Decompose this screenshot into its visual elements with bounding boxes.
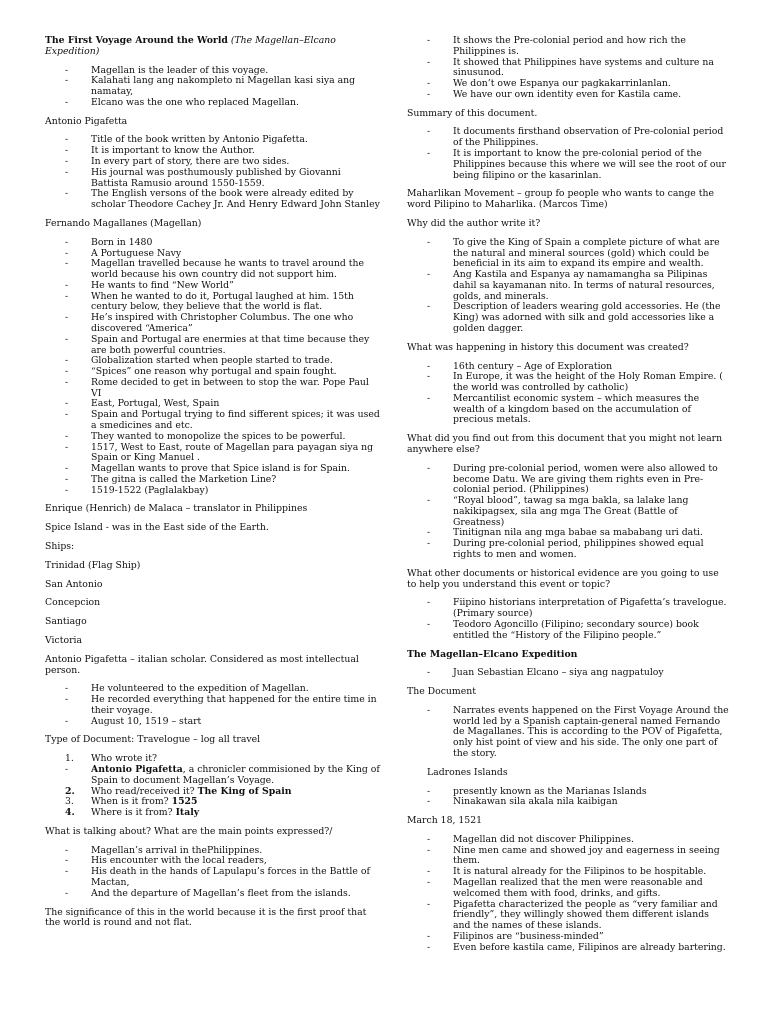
why-heading: Why did the author write it? — [407, 217, 541, 229]
list-item: - Ang Kastila and Espanya ay namamangha sa Pilipinas dahil sa kayamanan nito. In terms of natural resources, golds, and minerals. — [427, 269, 715, 302]
find-list — [407, 464, 729, 561]
left-column — [45, 36, 380, 937]
list-item: - Spain and Portugal trying to find sifferent spices; it was used a smedicines and etc. — [65, 409, 380, 431]
document-list — [407, 706, 729, 760]
volunteer-list — [45, 684, 380, 727]
list-item: - It is important to know the pre-colonial period of the Philippines because this where we will see the root of our being filipino or the kasarinlan. — [427, 148, 726, 181]
document-title: The First Voyage Around the World (The Magellan–Elcano Expedition) — [45, 35, 336, 57]
list-item: - The gitna is called the Marketion Line? — [65, 473, 277, 485]
list-item: - It shows the Pre-colonial period and how rich the Philippines is. — [427, 35, 686, 57]
list-item: - In every part of story, there are two sides. — [65, 156, 290, 168]
other-heading: What other documents or historical evidence are you going to use to help you understand this event or topic? — [407, 567, 719, 590]
list-item: - Nine men came and showed joy and eagerness in seeing them. — [427, 844, 720, 867]
list-item: - “Spices” one reason why portugal and spain fought. — [65, 366, 337, 378]
list-item: - Narrates events happened on the First Voyage Around the world led by a Spanish captain-general named Fernando de Magallanes. This is according to the POV of Pigafetta, only hist point of view and his side. The only one part of the story. — [427, 704, 729, 759]
main-points-question: What is talking about? What are the main points expressed?/ — [45, 825, 333, 837]
summary-heading: Summary of this document. — [407, 107, 538, 119]
march-list — [407, 835, 729, 954]
ship-name: Victoria — [45, 634, 83, 646]
list-item: - Magellan travelled because he wants to travel around the world because his own country did not support him. — [65, 258, 364, 281]
list-item: - 1519-1522 (Paglalakbay) — [65, 484, 209, 496]
list-item: - During pre-colonial period, philippines showed equal rights to men and women. — [427, 538, 704, 561]
questions-list — [45, 754, 380, 819]
question-item: 2. Who read/received it? The King of Spain — [65, 785, 292, 797]
list-item: - Fiipino historians interpretation of Pigafetta’s travelogue. (Primary source) — [427, 597, 727, 620]
history-list — [407, 362, 729, 427]
list-item: - East, Portugal, West, Spain — [65, 398, 220, 410]
list-item: - Magellan wants to prove that Spice island is for Spain. — [65, 463, 350, 475]
list-item: - Magellan did not discover Philippines. — [427, 833, 634, 845]
pigafetta-scholar-note: Antonio Pigafetta – italian scholar. Considered as most intellectual person. — [45, 653, 359, 676]
list-item: - We have our own identity even for Kastila came. — [427, 88, 682, 100]
list-item: - Spain and Portugal are enermies at that time because they are both powerful countries. — [65, 333, 370, 356]
list-item: - His encounter with the local readers, — [65, 855, 267, 867]
pigafetta-list — [45, 135, 380, 210]
list-item: - He volunteered to the expedition of Magellan. — [65, 683, 309, 695]
list-item: - Title of the book written by Antonio Pigafetta. — [65, 134, 308, 146]
list-item: - Filipinos are “business-minded” — [427, 930, 604, 942]
list-item: - His death in the hands of Lapulapu’s forces in the Battle of Mactan, — [65, 866, 370, 888]
list-item: - “Royal blood”, tawag sa mga bakla, sa lalake lang nakikipagsex, sila ang mga The Great (Battle of Greatness) — [427, 495, 689, 528]
magellan-heading: Fernando Magallanes (Magellan) — [45, 217, 202, 229]
list-item: - Even before kastila came, Filipinos are already bartering. — [427, 941, 726, 953]
list-item: - And the departure of Magellan’s fleet from the islands. — [65, 887, 351, 899]
list-item: - Pigafetta characterized the people as “very familiar and friendly”, they willingly showed them different islands and the names of these islands. — [427, 898, 718, 932]
list-item: - Born in 1480 — [65, 236, 153, 248]
march-heading: March 18, 1521 — [407, 815, 483, 827]
why-list — [407, 238, 729, 335]
list-item: - A Portuguese Navy — [65, 247, 182, 259]
list-item: - His journal was posthumously published by Giovanni Battista Ramusio around 1550-1559. — [65, 166, 341, 189]
list-item: - Juan Sebastian Elcano – siya ang nagpatuloy — [427, 667, 664, 679]
list-item: - 16th century – Age of Exploration — [427, 360, 613, 372]
question-item: 4. Where is it from? Italy — [65, 807, 200, 819]
enrique-note: Enrique (Henrich) de Malaca – translator in Philippines — [45, 503, 308, 515]
list-item: - We don’t owe Espanya our pagkakarrinlanlan. — [427, 78, 671, 90]
intro-list — [45, 66, 380, 109]
list-item: - He’s inspired with Christopher Columbus. The one who discovered “America” — [65, 312, 354, 334]
list-item: - Globalization started when people started to trade. — [65, 355, 333, 367]
ladrones-heading: Ladrones Islands — [427, 766, 508, 778]
continued-list — [407, 36, 729, 101]
list-item: - It documents firsthand observation of Pre-colonial period of the Philippines. — [427, 126, 724, 149]
ship-name: Trinidad (Flag Ship) — [45, 559, 141, 571]
list-item: - The English versons of the book were already edited by scholar Theodore Cachey Jr. And Henry Edward John Stanley — [65, 188, 380, 211]
pigafetta-heading: Antonio Pigafetta — [45, 115, 128, 127]
list-item: - It is natural already for the Filipinos to be hospitable. — [427, 866, 707, 878]
list-item: - Ninakawan sila akala nila kaibigan — [427, 796, 618, 808]
list-item: - They wanted to monopolize the spices to be powerful. — [65, 430, 346, 442]
ship-name: Concepcion — [45, 597, 101, 609]
question-item: 1. Who wrote it? — [65, 753, 157, 765]
expedition-list — [407, 668, 729, 679]
main-points-list — [45, 846, 380, 900]
answer-item: - Antonio Pigafetta, a chronicler commisioned by the King of Spain to document Magellan’s Voyage. — [65, 763, 380, 786]
list-item: - When he wanted to do it, Portugal laughed at him. 15th century below, they believe that the world is flat. — [65, 290, 354, 313]
list-item: - He wants to find “New World” — [65, 279, 234, 291]
list-item: - Magellan is the leader of this voyage. — [65, 64, 269, 76]
find-heading: What did you find out from this document that you might not learn anywhere else? — [407, 433, 723, 455]
list-item: - presently known as the Marianas Islands — [427, 785, 647, 797]
summary-list — [407, 127, 729, 181]
list-item: - To give the King of Spain a complete picture of what are the natural and mineral sources (gold) which could be beneficial in its aim to expand its empire and wealth. — [427, 236, 720, 270]
list-item: - Kalahati lang ang nakompleto ni Magellan kasi siya ang namatay, — [65, 75, 356, 98]
list-item: - Elcano was the one who replaced Magellan. — [65, 96, 299, 108]
history-heading: What was happening in history this document was created? — [407, 341, 689, 353]
list-item: - August 10, 1519 – start — [65, 715, 202, 727]
list-item: - In Europe, it was the height of the Holy Roman Empire. ( the world was controlled by catholic) — [427, 371, 723, 394]
spice-island-note: Spice Island - was in the East side of the Earth. — [45, 522, 269, 534]
list-item: - Mercantilist economic system – which measures the wealth of a kingdom based on the accumulation of precious metals. — [427, 392, 700, 426]
magellan-list — [45, 238, 380, 497]
other-list — [407, 598, 729, 641]
list-item: - During pre-colonial period, women were also allowed to become Datu. We are giving them rights even in Pre-colonial period. (Philippines) — [427, 462, 718, 496]
list-item: - Rome decided to get in between to stop the war. Pope Paul VI — [65, 376, 369, 399]
document-heading: The Document — [407, 686, 476, 698]
ship-name: Santiago — [45, 616, 87, 628]
list-item: - 1517, West to East, route of Magellan para payagan siya ng Spain or King Manuel . — [65, 441, 374, 464]
significance-note: The significance of this in the world because it is the first proof that the world is round and not flat. — [45, 906, 367, 929]
ships-heading: Ships: — [45, 541, 75, 553]
maharlikan-note: Maharlikan Movement – group fo people who wants to cange the word Pilipino to Maharlika. (Marcos Time) — [407, 188, 714, 211]
right-column — [407, 36, 729, 961]
list-item: - Teodoro Agoncillo (Filipino; secondary source) book entitled the “History of the Filipino people.” — [427, 618, 699, 641]
expedition-heading: The Magellan–Elcano Expedition — [407, 648, 578, 660]
list-item: - He recorded everything that happened for the entire time in their voyage. — [65, 694, 377, 716]
list-item: - It is important to know the Author. — [65, 145, 255, 157]
list-item: - Magellan realized that the men were reasonable and welcomed them with food, drinks, and gifts. — [427, 877, 703, 899]
ladrones-list — [407, 787, 729, 809]
document-type: Type of Document: Travelogue – log all travel — [45, 734, 261, 746]
list-item: - Description of leaders wearing gold accessories. He (the King) was adorned with silk and gold accessories like a golden dagger. — [427, 301, 721, 334]
list-item: - It showed that Philippines have systems and culture na sinusunod. — [427, 56, 714, 79]
ship-name: San Antonio — [45, 578, 103, 590]
question-item: 3. When is it from? 1525 — [65, 796, 198, 808]
list-item: - Tinitignan nila ang mga babae sa mababang uri dati. — [427, 527, 703, 539]
list-item: - Magellan’s arrival in thePhilippines. — [65, 844, 263, 856]
